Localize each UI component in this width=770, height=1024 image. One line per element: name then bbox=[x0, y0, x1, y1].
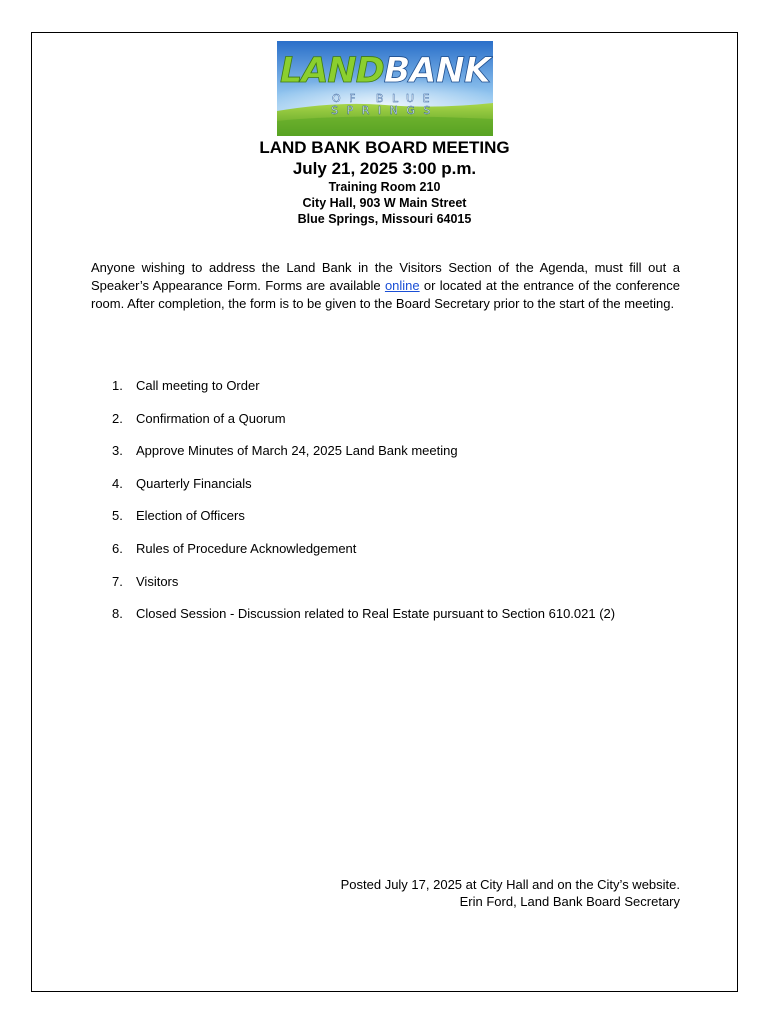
agenda-item-number: 7. bbox=[112, 573, 123, 589]
agenda-item-number: 4. bbox=[112, 475, 123, 491]
agenda-item-text: Confirmation of a Quorum bbox=[136, 410, 286, 426]
agenda-item-number: 8. bbox=[112, 606, 123, 622]
agenda-item-number: 6. bbox=[112, 540, 123, 556]
intro-text-before: Anyone wishing to address the Land Bank in the Visitors Section of the Agenda, must fill out a Speaker’s Appearance Form. Forms are available bbox=[91, 260, 680, 293]
meeting-city: Blue Springs, Missouri 64015 bbox=[297, 212, 472, 226]
meeting-date: July 21, 2025 3:00 p.m. bbox=[292, 159, 477, 178]
intro-text-after: or located at the entrance of the conference room. After completion, the form is to be given to the Board Secretary prior to the start of the meeting. bbox=[91, 278, 680, 311]
posted-notice: Posted July 17, 2025 at City Hall and on the City’s website. bbox=[340, 877, 680, 892]
agenda-item bbox=[91, 508, 691, 541]
agenda-item-text: Election of Officers bbox=[136, 508, 245, 524]
agenda-item-text: Quarterly Financials bbox=[136, 475, 252, 491]
agenda-item-number: 3. bbox=[112, 443, 123, 459]
agenda-item-text: Call meeting to Order bbox=[136, 378, 260, 393]
land-bank-logo bbox=[277, 41, 493, 136]
meeting-room: Training Room 210 bbox=[328, 180, 441, 194]
agenda-item-text: Rules of Procedure Acknowledgement bbox=[136, 540, 357, 556]
online-form-link[interactable]: online bbox=[384, 278, 420, 293]
agenda-item-number: 2. bbox=[112, 410, 123, 426]
agenda-item bbox=[91, 476, 691, 509]
agenda-item bbox=[91, 443, 691, 476]
agenda-item bbox=[91, 411, 691, 444]
secretary-signature: Erin Ford, Land Bank Board Secretary bbox=[459, 894, 680, 909]
intro-paragraph bbox=[91, 259, 680, 313]
agenda-item-text: Closed Session - Discussion related to Real Estate pursuant to Section 610.021 (2) bbox=[136, 606, 616, 622]
agenda-item-number: 1. bbox=[112, 378, 123, 393]
agenda-item-text: Approve Minutes of March 24, 2025 Land Bank meeting bbox=[136, 443, 458, 459]
meeting-title: LAND BANK BOARD MEETING bbox=[259, 138, 510, 157]
agenda-item bbox=[91, 574, 691, 607]
logo-subtitle: OF BLUE SPRINGS bbox=[331, 92, 439, 117]
agenda-item-text: Visitors bbox=[136, 573, 179, 589]
agenda-item bbox=[91, 541, 691, 574]
meeting-address: City Hall, 903 W Main Street bbox=[302, 196, 467, 210]
agenda-list bbox=[91, 378, 691, 639]
agenda-item bbox=[91, 378, 691, 411]
logo-wordmark: LANDBANK bbox=[280, 51, 490, 91]
agenda-item bbox=[91, 606, 691, 639]
agenda-item-number: 5. bbox=[112, 508, 123, 524]
